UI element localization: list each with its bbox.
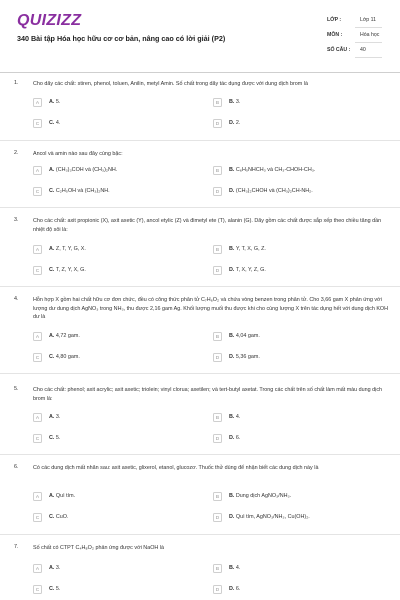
- option-letter-box: B: [213, 332, 222, 341]
- answer-option-b[interactable]: [213, 413, 383, 423]
- option-label: [229, 493, 291, 499]
- answer-option-a[interactable]: [33, 492, 203, 502]
- option-letter: D.: [229, 188, 235, 194]
- option-label: [229, 120, 240, 126]
- option-label: [49, 333, 80, 339]
- option-label: [229, 246, 266, 252]
- question-divider: [0, 454, 400, 455]
- option-letter-box: C: [33, 513, 42, 522]
- answer-option-a[interactable]: [33, 245, 203, 255]
- question-divider: [0, 286, 400, 287]
- option-letter: A.: [49, 414, 55, 420]
- option-text: (CH₃)₃COH và (CH₃)₂NH.: [55, 167, 118, 173]
- grade-value: Lớp 11: [360, 17, 376, 23]
- option-letter: B.: [229, 493, 235, 499]
- question-divider: [0, 140, 400, 141]
- subject-underline: [355, 42, 382, 43]
- option-label: [49, 586, 60, 592]
- option-label: [229, 333, 260, 339]
- option-text: C₆H₅NHCH₃ và CH₃-CHOH-CH₃.: [235, 167, 316, 173]
- question-text: Hỗn hợp X gồm hai chất hữu cơ đơn chức, đều có công thức phân tử C₇H₆O₂ và chứa vòng benzen trong phân tử. Cho 3,66 gam X phản ứng với lượng dư dung dịch AgNO₃ trong NH₃, thu được 2,16 gam Ag. Khối lượng muối thu được khi cho cùng lượng X trên tác dụng hết với dung dịch KOH dư là: [33, 297, 389, 321]
- option-text: Z, T, Y, G, X.: [55, 246, 86, 252]
- option-letter: D.: [229, 267, 235, 273]
- question-text: Số chất có CTPT C₄H₈O₂ phản ứng được với NaOH là: [33, 545, 164, 551]
- grade-underline: [355, 27, 382, 28]
- option-text: T, Z, Y, X, G.: [55, 267, 86, 273]
- option-letter-box: B: [213, 492, 222, 501]
- option-text: 5.: [55, 99, 61, 105]
- option-letter-box: A: [33, 245, 42, 254]
- answer-option-a[interactable]: [33, 98, 203, 108]
- option-letter: C.: [49, 586, 55, 592]
- option-letter-box: D: [213, 513, 222, 522]
- answer-option-d[interactable]: [213, 513, 383, 523]
- option-letter-box: D: [213, 119, 222, 128]
- option-label: [49, 99, 60, 105]
- option-letter: B.: [229, 167, 235, 173]
- option-letter: C.: [49, 188, 55, 194]
- option-label: [49, 414, 60, 420]
- option-label: [229, 586, 240, 592]
- option-label: [49, 188, 110, 194]
- option-letter-box: A: [33, 332, 42, 341]
- answer-option-d[interactable]: [213, 266, 383, 276]
- option-letter-box: B: [213, 413, 222, 422]
- option-label: [49, 565, 60, 571]
- worksheet-title: 340 Bài tập Hóa học hữu cơ cơ bản, nâng cao có lời giải (P2): [17, 34, 226, 43]
- subject-label: MÔN :: [327, 32, 343, 38]
- option-letter: D.: [229, 435, 235, 441]
- option-text: 4.: [235, 414, 241, 420]
- option-text: 2.: [235, 120, 241, 126]
- option-letter-box: D: [213, 353, 222, 362]
- option-letter-box: C: [33, 434, 42, 443]
- option-label: [229, 435, 240, 441]
- option-letter: B.: [229, 333, 235, 339]
- question-divider: [0, 207, 400, 208]
- option-text: 5.: [55, 586, 61, 592]
- answer-option-b[interactable]: [213, 564, 383, 574]
- option-letter: A.: [49, 246, 55, 252]
- option-letter: C.: [49, 120, 55, 126]
- option-letter-box: A: [33, 413, 42, 422]
- option-label: [229, 354, 260, 360]
- answer-option-c[interactable]: [33, 353, 203, 363]
- quizizz-logo: QUIZIZZ: [17, 12, 82, 29]
- option-label: [49, 246, 86, 252]
- option-letter: D.: [229, 586, 235, 592]
- question-divider: [0, 534, 400, 535]
- question-number: 1.: [14, 80, 19, 86]
- option-text: CuO.: [55, 514, 69, 520]
- option-text: Quì tím, AgNO₃/NH₃, Cu(OH)₂.: [235, 514, 310, 520]
- answer-option-b[interactable]: [213, 332, 383, 342]
- option-text: 6.: [235, 586, 241, 592]
- question-count-label: SỐ CÂU :: [327, 47, 351, 53]
- option-text: 3.: [235, 99, 241, 105]
- option-label: [49, 493, 75, 499]
- answer-option-c[interactable]: [33, 513, 203, 523]
- option-letter: C.: [49, 267, 55, 273]
- answer-option-a[interactable]: [33, 413, 203, 423]
- answer-option-a[interactable]: [33, 332, 203, 342]
- question-text: Cho các chất: axit propionic (X), axit axetic (Y), ancol etylic (Z) và đimetyl ete (T), alanin (G). Dãy gồm các chất được sắp xếp theo chiều tăng dần nhiệt độ sôi là:: [33, 218, 382, 233]
- option-label: [229, 167, 315, 173]
- option-letter: A.: [49, 333, 55, 339]
- question-count-underline: [355, 57, 382, 58]
- option-letter-box: D: [213, 585, 222, 594]
- option-letter-box: B: [213, 98, 222, 107]
- option-letter: A.: [49, 99, 55, 105]
- option-letter: B.: [229, 246, 235, 252]
- answer-option-b[interactable]: [213, 492, 383, 502]
- header-divider: [0, 72, 400, 73]
- option-text: Dung dịch AgNO₃/NH₃.: [235, 493, 292, 499]
- question-number: 2.: [14, 150, 19, 156]
- option-text: 5,36 gam.: [235, 354, 260, 360]
- answer-option-b[interactable]: [213, 166, 383, 176]
- option-letter: D.: [229, 354, 235, 360]
- option-letter: D.: [229, 514, 235, 520]
- answer-option-d[interactable]: [213, 585, 383, 595]
- option-letter: B.: [229, 565, 235, 571]
- option-letter: C.: [49, 354, 55, 360]
- option-letter-box: C: [33, 266, 42, 275]
- option-letter: C.: [49, 435, 55, 441]
- option-letter-box: B: [213, 166, 222, 175]
- answer-option-c[interactable]: [33, 119, 203, 129]
- option-label: [49, 120, 60, 126]
- option-text: (CH₃)₂CHOH và (CH₃)₂CH-NH₂.: [235, 188, 313, 194]
- option-text: 4,72 gam.: [55, 333, 80, 339]
- option-label: [49, 354, 80, 360]
- question-divider: [0, 373, 400, 374]
- subject-value: Hóa học: [360, 32, 380, 38]
- option-label: [229, 267, 266, 273]
- option-text: 6.: [235, 435, 241, 441]
- option-label: [49, 435, 60, 441]
- option-label: [229, 565, 240, 571]
- option-text: 4.: [55, 120, 61, 126]
- option-label: [229, 414, 240, 420]
- question-number: 3.: [14, 217, 19, 223]
- answer-option-c[interactable]: [33, 585, 203, 595]
- option-letter-box: D: [213, 187, 222, 196]
- option-letter: B.: [229, 99, 235, 105]
- option-label: [49, 167, 117, 173]
- question-text: Cho các chất: phenol; axit acrylic; axit axetic; triolein; vinyl clorua; axetilen; và tert-butyl axetat. Trong các chất trên số chất làm mất màu dung dịch brom là:: [33, 387, 383, 402]
- option-letter-box: C: [33, 119, 42, 128]
- option-letter-box: A: [33, 564, 42, 573]
- option-letter: D.: [229, 120, 235, 126]
- answer-option-d[interactable]: [213, 119, 383, 129]
- option-letter: C.: [49, 514, 55, 520]
- option-text: 5.: [55, 435, 61, 441]
- option-label: [49, 514, 69, 520]
- answer-option-c[interactable]: [33, 434, 203, 444]
- option-letter-box: A: [33, 98, 42, 107]
- answer-option-d[interactable]: [213, 434, 383, 444]
- answer-option-b[interactable]: [213, 245, 383, 255]
- answer-option-a[interactable]: [33, 166, 203, 176]
- option-text: 4,04 gam.: [235, 333, 260, 339]
- question-number: 7.: [14, 544, 19, 550]
- option-letter-box: B: [213, 564, 222, 573]
- option-letter-box: C: [33, 353, 42, 362]
- answer-option-b[interactable]: [213, 98, 383, 108]
- option-text: 4.: [235, 565, 241, 571]
- answer-option-a[interactable]: [33, 564, 203, 574]
- option-letter: A.: [49, 167, 55, 173]
- option-text: Y, T, X, G, Z.: [235, 246, 266, 252]
- option-label: [229, 99, 240, 105]
- option-letter-box: D: [213, 266, 222, 275]
- option-text: 3.: [55, 565, 61, 571]
- option-letter: B.: [229, 414, 235, 420]
- answer-option-c[interactable]: [33, 187, 203, 197]
- option-letter-box: C: [33, 187, 42, 196]
- question-text: Cho dãy các chất: stiren, phenol, toluen, Anilin, metyl Amin. Số chất trong dãy tác dụng được với dung dịch brom là: [33, 81, 308, 87]
- question-number: 4.: [14, 296, 19, 302]
- answer-option-d[interactable]: [213, 353, 383, 363]
- option-text: Quì tím.: [55, 493, 76, 499]
- question-text: Có các dung dịch mất nhãn sau: axit axetic, glixerol, etanol, glucozơ. Thuốc thử dùng để nhận biết các dung dịch này là: [33, 465, 319, 471]
- answer-option-d[interactable]: [213, 187, 383, 197]
- option-letter-box: D: [213, 434, 222, 443]
- option-text: C₂H₅OH và (CH₃)₂NH.: [55, 188, 110, 194]
- option-label: [49, 267, 86, 273]
- answer-option-c[interactable]: [33, 266, 203, 276]
- question-count-value: 40: [360, 47, 366, 53]
- option-letter-box: A: [33, 492, 42, 501]
- grade-label: LỚP :: [327, 17, 342, 23]
- option-label: [229, 188, 313, 194]
- option-text: T, X, Y, Z, G.: [235, 267, 266, 273]
- option-text: 3.: [55, 414, 61, 420]
- question-number: 5.: [14, 386, 19, 392]
- option-letter-box: A: [33, 166, 42, 175]
- option-letter-box: C: [33, 585, 42, 594]
- option-letter-box: B: [213, 245, 222, 254]
- option-letter: A.: [49, 493, 55, 499]
- question-text: Ancol và amin nào sau đây cùng bậc:: [33, 151, 123, 157]
- option-label: [229, 514, 310, 520]
- option-text: 4,80 gam.: [55, 354, 80, 360]
- worksheet-header: [0, 0, 400, 72]
- option-letter: A.: [49, 565, 55, 571]
- question-number: 6.: [14, 464, 19, 470]
